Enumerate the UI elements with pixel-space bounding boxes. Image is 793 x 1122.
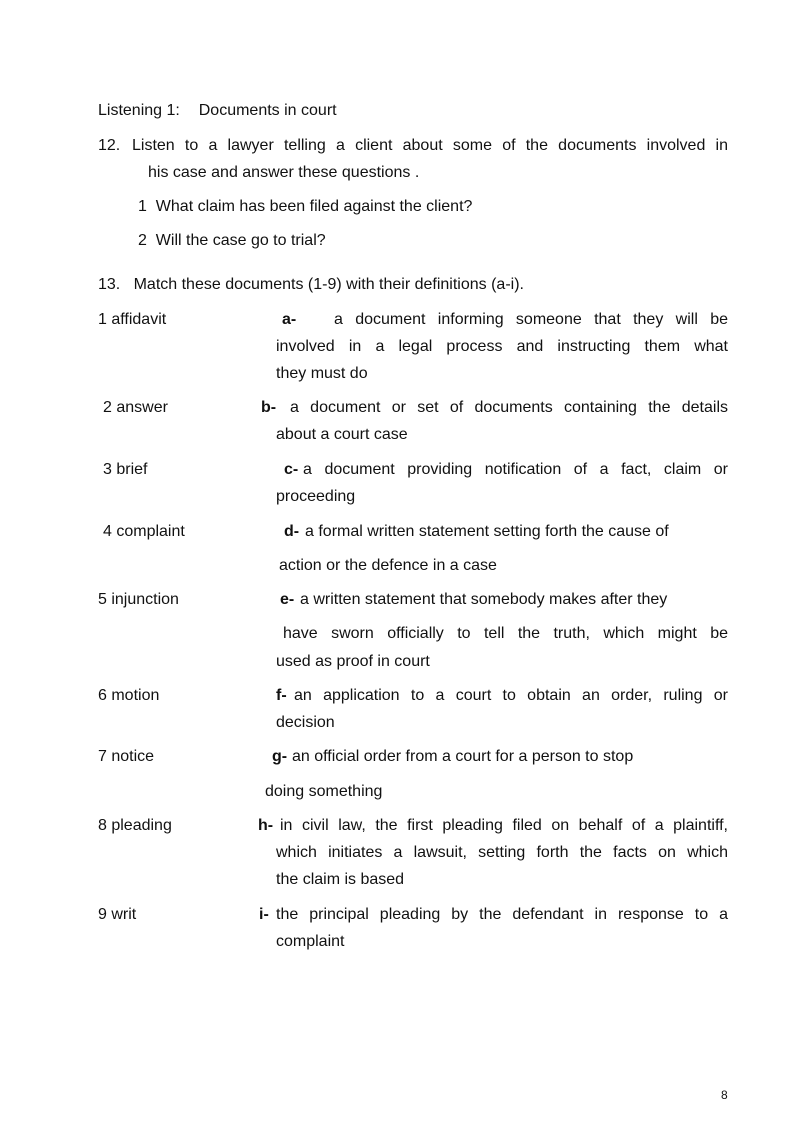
definition-line: a formal written statement setting forth the cause of bbox=[305, 523, 669, 540]
subquestion-number: 1 bbox=[138, 198, 147, 215]
definition-letter: i- bbox=[259, 906, 269, 923]
definition-line: proceeding bbox=[276, 488, 356, 505]
definition-letter: d- bbox=[284, 523, 300, 540]
q12-line-1: Listen to a lawyer telling a client about some of the documents involved in bbox=[132, 137, 728, 154]
page-number: 8 bbox=[721, 1088, 728, 1102]
definition-line: complaint bbox=[276, 933, 345, 950]
definition-line: a document informing someone that they will be bbox=[334, 311, 728, 328]
heading-label: Listening 1: bbox=[98, 102, 180, 119]
term-item: 3 brief bbox=[103, 461, 148, 478]
q12-line-2: his case and answer these questions . bbox=[148, 164, 420, 181]
q12-subquestion bbox=[138, 231, 326, 251]
q12-subquestion bbox=[138, 197, 472, 217]
term-item: 4 complaint bbox=[103, 523, 185, 540]
definition-line: decision bbox=[276, 714, 335, 731]
definition-line: about a court case bbox=[276, 426, 408, 443]
definition-line: action or the defence in a case bbox=[279, 557, 497, 574]
definition-line: a document or set of documents containing the details bbox=[290, 399, 728, 416]
definition-line: a written statement that somebody makes after they bbox=[300, 591, 668, 608]
definition-line: the principal pleading by the defendant in response to a bbox=[276, 906, 728, 923]
definition-letter: f- bbox=[276, 687, 287, 704]
definition-line: they must do bbox=[276, 365, 368, 382]
definition-line: involved in a legal process and instructing them what bbox=[276, 338, 728, 355]
term-item: 7 notice bbox=[98, 748, 155, 765]
term-item: 8 pleading bbox=[98, 817, 172, 834]
q13-text: Match these documents (1-9) with their definitions (a-i). bbox=[133, 276, 524, 293]
subquestion-text: What claim has been filed against the client? bbox=[155, 198, 473, 215]
definition-line: in civil law, the first pleading filed on behalf of a plaintiff, bbox=[280, 817, 728, 834]
definition-letter: a- bbox=[282, 311, 297, 328]
subquestion-number: 2 bbox=[138, 232, 147, 249]
definition-letter: h- bbox=[258, 817, 274, 834]
definition-letter: b- bbox=[261, 399, 277, 416]
subquestion-text: Will the case go to trial? bbox=[155, 232, 326, 249]
term-item: 1 affidavit bbox=[98, 311, 167, 328]
definition-line: have sworn officially to tell the truth, which might be bbox=[283, 625, 728, 642]
definition-letter: e- bbox=[280, 591, 295, 608]
term-item: 2 answer bbox=[103, 399, 168, 416]
definition-line: used as proof in court bbox=[276, 653, 430, 670]
definition-line: doing something bbox=[265, 783, 383, 800]
section-heading bbox=[98, 101, 337, 121]
definition-line: an official order from a court for a person to stop bbox=[292, 748, 634, 765]
q13-number: 13. bbox=[98, 276, 121, 293]
definition-letter: g- bbox=[272, 748, 288, 765]
term-item: 5 injunction bbox=[98, 591, 179, 608]
term-item: 6 motion bbox=[98, 687, 160, 704]
term-item: 9 writ bbox=[98, 906, 137, 923]
definition-line: which initiates a lawsuit, setting forth the facts on which bbox=[276, 844, 728, 861]
heading-title: Documents in court bbox=[198, 102, 337, 119]
definition-line: a document providing notification of a fact, claim or bbox=[303, 461, 728, 478]
definition-line: the claim is based bbox=[276, 871, 405, 888]
definition-line: an application to a court to obtain an order, ruling or bbox=[294, 687, 728, 704]
q12-number: 12. bbox=[98, 137, 121, 154]
q13-instruction bbox=[98, 275, 524, 295]
definition-letter: c- bbox=[284, 461, 299, 478]
